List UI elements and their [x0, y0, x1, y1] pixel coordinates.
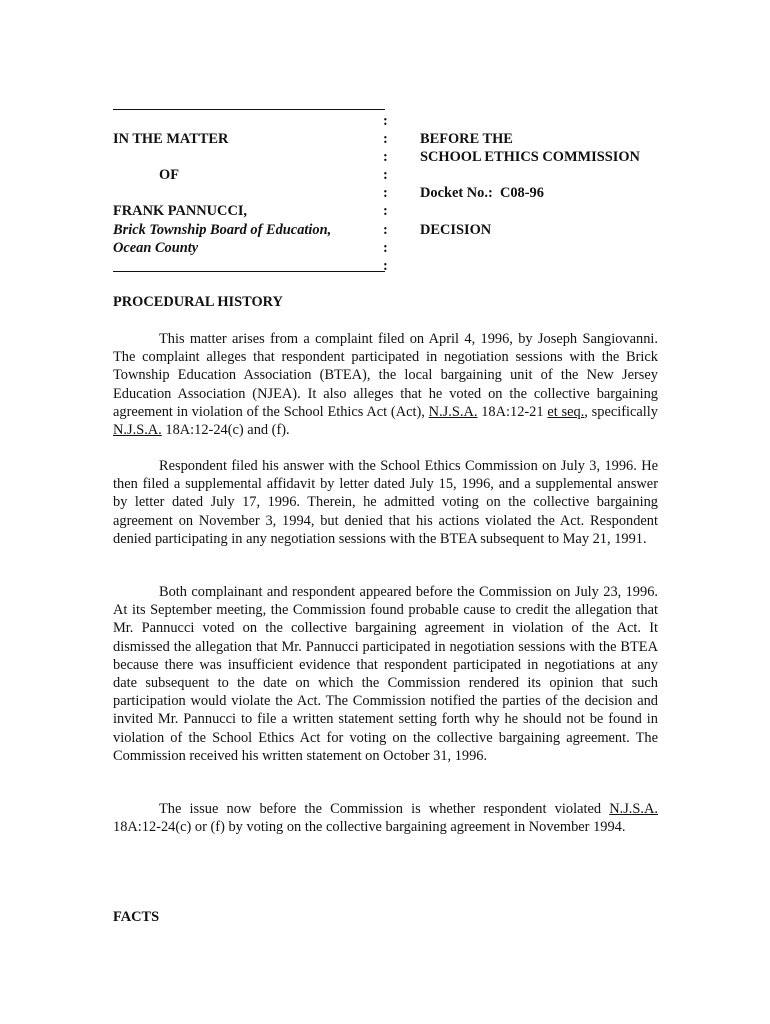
p1-text-b: 18A:12-21 [477, 403, 548, 420]
caption-top-rule [113, 109, 385, 110]
p4-text-a: The issue now before the Commission is whether respondent violated [159, 801, 610, 817]
procedural-paragraph-2: Respondent filed his answer with the School Ethics Commission on July 3, 1996. He then filed a supplemental affidavit by letter dated July 15, 1996, and a supplemental answer by letter dated July 17, 1996. Therein, he admitted voting on the collective bargaining agreement on November 3, 1994, but denied that his actions violated the Act. Respondent denied participating in any negotiation sessions with the BTEA subsequent to May 21, 1991. [113, 458, 658, 547]
caption-colon: : [383, 222, 388, 238]
procedural-paragraph-4 [113, 800, 658, 836]
caption-county: Ocean County [113, 240, 199, 256]
facts-heading: FACTS [113, 909, 160, 925]
caption-colon: : [383, 240, 388, 256]
p4-text-b: 18A:12-24(c) or (f) by voting on the collective bargaining agreement in November 1994. [113, 819, 626, 836]
caption-colon: : [383, 149, 388, 165]
caption-in-the-matter: IN THE MATTER [113, 131, 229, 147]
caption-colon: : [383, 167, 388, 183]
citation-njsa: N.J.S.A. [113, 422, 162, 439]
procedural-paragraph-1 [113, 330, 658, 439]
docket-label: Docket No.: [420, 185, 493, 201]
caption-decision: DECISION [420, 222, 492, 238]
citation-njsa: N.J.S.A. [609, 801, 658, 817]
caption-commission-name: SCHOOL ETHICS COMMISSION [420, 149, 640, 165]
caption-of: OF [159, 167, 179, 183]
citation-njsa: N.J.S.A. [428, 403, 478, 420]
procedural-paragraph-3: Both complainant and respondent appeared before the Commission on July 23, 1996. At its September meeting, the Commission found probable cause to credit the allegation that Mr. Pannucci voted on the collective bargaining agreement in violation of the Act. It dismissed the allegation that Mr. Pannucci participated in negotiation sessions with the BTEA because there was insufficient evidence that respondent participated in negotiations at any date subsequent to the date on which the Commission rendered its opinion that such participation would violate the Act. The Commission notified the parties of the decision and invited Mr. Pannucci to file a written statement setting forth why he should not be found in violation of the School Ethics Act for voting on the collective bargaining agreement. The Commission received his written statement on October 31, 1996. [113, 584, 658, 764]
citation-et-seq: et seq. [547, 403, 585, 420]
caption-colon: : [383, 203, 388, 219]
caption-docket [420, 184, 544, 202]
p1-text-d: 18A:12-24(c) and (f). [161, 422, 290, 439]
caption-board: Brick Township Board of Education, [113, 222, 332, 238]
docket-number: C08-96 [499, 185, 544, 201]
caption-colon: : [383, 185, 388, 201]
caption-before-the: BEFORE THE [420, 131, 513, 147]
caption-colon: : [383, 258, 388, 274]
caption-colon: : [383, 131, 388, 147]
procedural-history-heading: PROCEDURAL HISTORY [113, 294, 283, 310]
p1-text-a: This matter arises from a complaint filed on April 4, 1996, by Joseph Sangiovanni. The complaint alleges that respondent participated in negotiation sessions with the Brick Township Education Association (BTEA), the local bargaining unit of the New Jersey Education Association (NJEA). It also alleges that he voted on the collective bargaining agreement in violation of the School Ethics Act (Act), [113, 331, 658, 420]
caption-respondent-name: FRANK PANNUCCI, [113, 203, 248, 219]
caption-bottom-rule [113, 271, 385, 272]
p1-text-c: , specifically [584, 403, 658, 420]
caption-colon: : [383, 113, 388, 129]
